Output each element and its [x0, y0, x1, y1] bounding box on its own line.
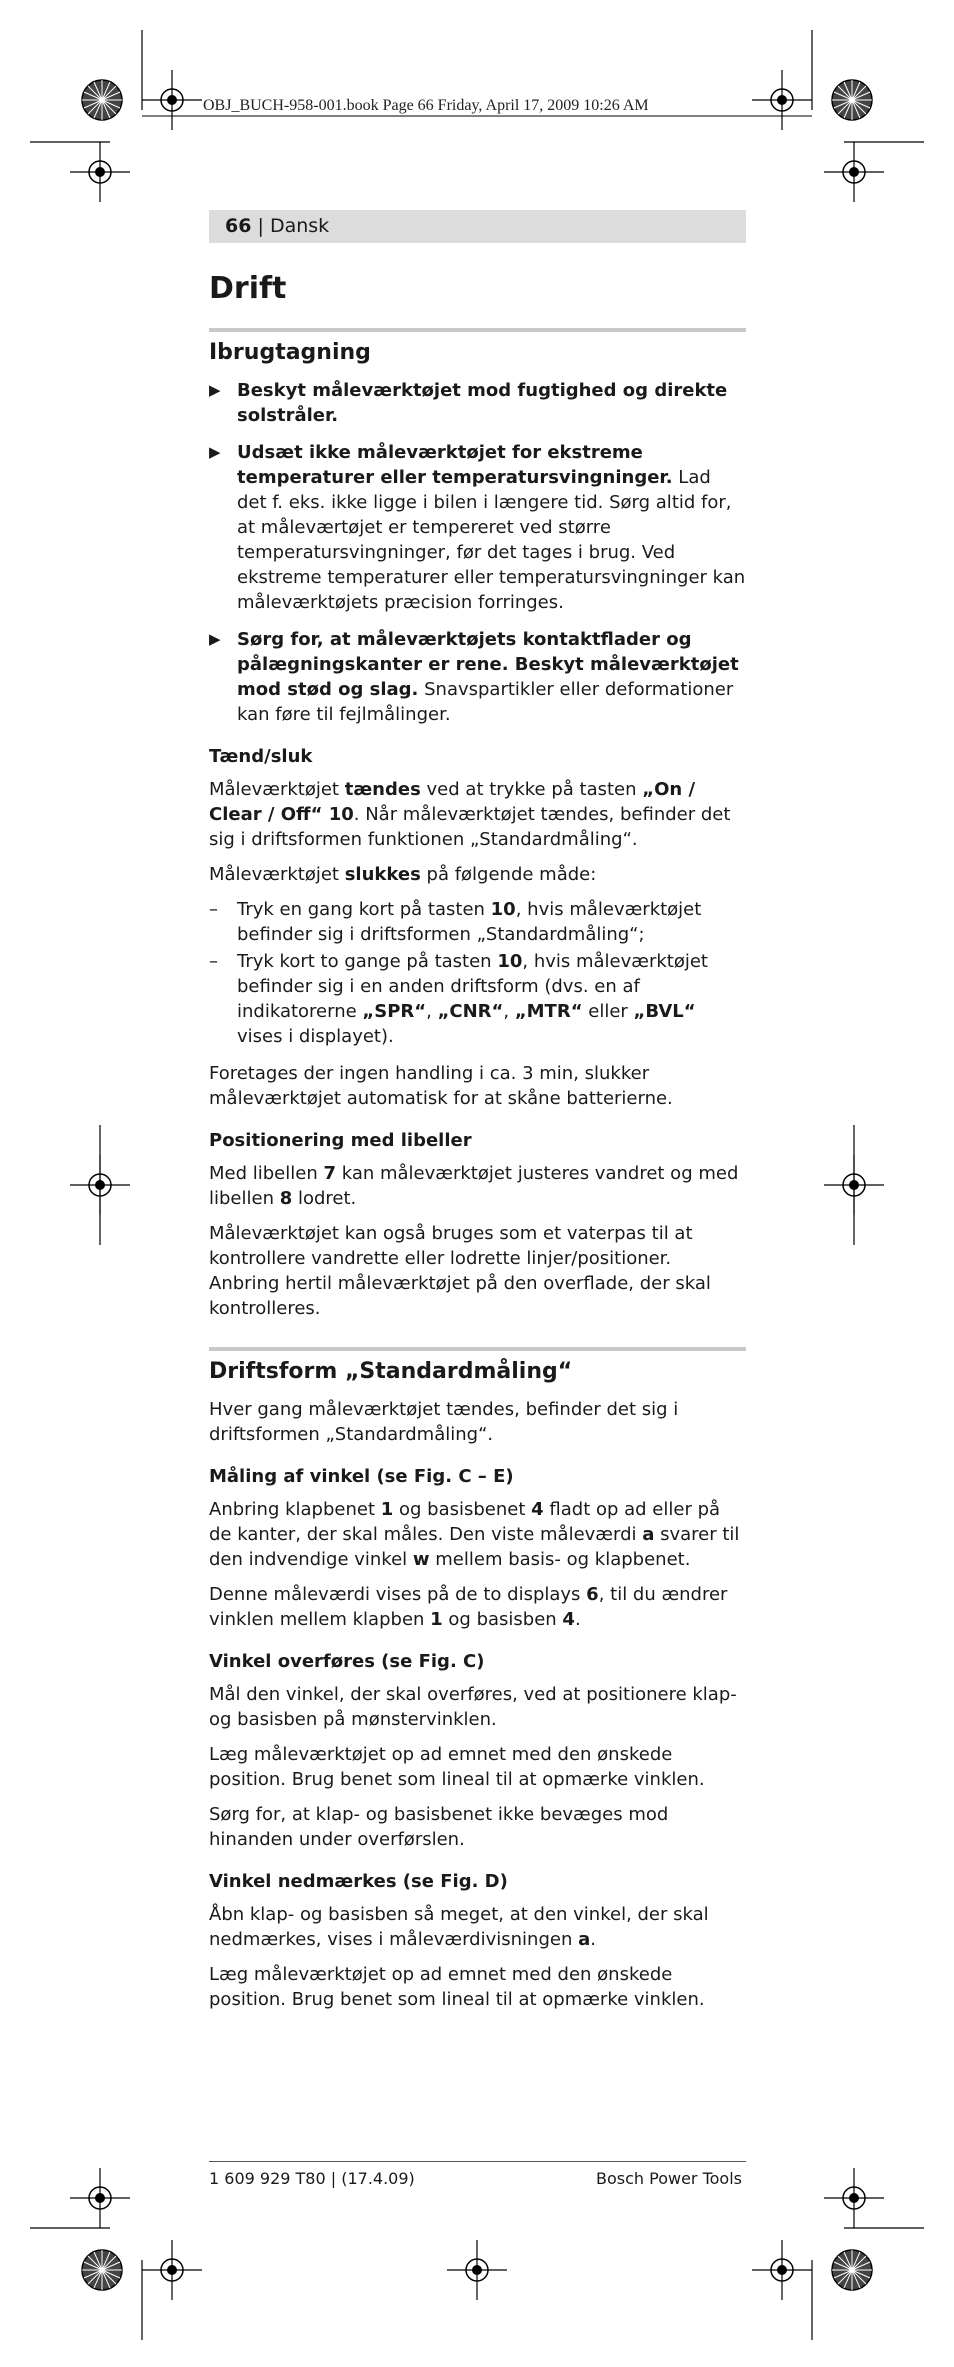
heading-on-off: Tænd/sluk [209, 746, 313, 767]
page-number: 66 [225, 215, 252, 237]
print-header: OBJ_BUCH-958-001.book Page 66 Friday, April 17, 2009 10:26 AM [203, 97, 649, 114]
paragraph: Åbn klap- og basisben så meget, at den vinkel, der skal nedmærkes, vises i måleværdivisningen a. [209, 1904, 709, 1950]
heading-angle-transfer: Vinkel overføres (se Fig. C) [209, 1651, 485, 1672]
paragraph: Måleværktøjet kan også bruges som et vaterpas til at kontrollere vandrette eller lodrette linjer/positioner. Anbring hertil måleværktøjet på den overflade, der skal kontrolleres. [209, 1223, 711, 1319]
section-rule [209, 328, 746, 332]
paragraph: Måleværktøjet tændes ved at trykke på tasten „On / Clear / Off“ 10. Når måleværktøjet tændes, befinder det sig i driftsformen funktionen „Standardmåling“. [209, 779, 731, 850]
paragraph: Anbring klapbenet 1 og basisbenet 4 fladt op ad eller på de kanter, der skal måles. Den viste måleværdi a svarer til den indvendige vinkel w mellem basis- og klapbenet. [209, 1499, 740, 1570]
subsection-title: Driftsform „Standardmåling“ [209, 1359, 573, 1384]
page-language: Dansk [269, 215, 330, 237]
section-title: Drift [209, 271, 287, 306]
footer-doc-id: 1 609 929 T80 | (17.4.09) [209, 2169, 415, 2188]
heading-angle-marking: Vinkel nedmærkes (se Fig. D) [209, 1871, 508, 1892]
dash-item: – Tryk en gang kort på tasten 10, hvis måleværktøjet befinder sig i driftsformen „Standardmåling“; [209, 899, 702, 945]
paragraph: Måleværktøjet slukkes på følgende måde: [209, 864, 597, 885]
heading-angle-measuring: Måling af vinkel (se Fig. C – E) [209, 1466, 514, 1487]
main-content [209, 270, 746, 2022]
paragraph: Foretages der ingen handling i ca. 3 min, slukker måleværktøjet automatisk for at skåne batterierne. [209, 1063, 673, 1109]
dash-item: – Tryk kort to gange på tasten 10, hvis måleværktøjet befinder sig i en anden driftsform (dvs. en af indikatorerne „SPR“, „CNR“, „MTR“ eller „BVL“ vises i displayet). [209, 951, 708, 1047]
footer-brand: Bosch Power Tools [596, 2169, 742, 2188]
triangle-bullet-icon: ▶ [209, 443, 221, 461]
triangle-bullet-icon: ▶ [209, 381, 221, 399]
safety-bullet: ▶ Sørg for, at måleværktøjets kontaktflader og pålægningskanter er rene. Beskyt måleværktøjet mod stød og slag. Snavspartikler eller deformationer kan føre til fejlmålinger. [209, 629, 739, 725]
paragraph: Med libellen 7 kan måleværktøjet justeres vandret og med libellen 8 lodret. [209, 1163, 739, 1209]
section-rule [209, 1347, 746, 1351]
paragraph: Læg måleværktøjet op ad emnet med den ønskede position. Brug benet som lineal til at opmærke vinklen. [209, 1964, 705, 2010]
subsection-title: Ibrugtagning [209, 340, 371, 365]
paragraph: Læg måleværktøjet op ad emnet med den ønskede position. Brug benet som lineal til at opmærke vinklen. [209, 1744, 705, 1790]
triangle-bullet-icon: ▶ [209, 630, 221, 648]
safety-bullet: ▶ Beskyt måleværktøjet mod fugtighed og direkte solstråler. [209, 380, 728, 426]
paragraph: Hver gang måleværktøjet tændes, befinder det sig i driftsformen „Standardmåling“. [209, 1399, 679, 1445]
paragraph: Mål den vinkel, der skal overføres, ved at positionere klap- og basisben på mønstervinklen. [209, 1684, 737, 1730]
paragraph: Denne måleværdi vises på de to displays 6, til du ændrer vinklen mellem klapben 1 og basisben 4. [209, 1584, 728, 1630]
paragraph: Sørg for, at klap- og basisbenet ikke bevæges mod hinanden under overførslen. [209, 1804, 669, 1850]
page-footer [209, 2161, 746, 2188]
heading-positioning: Positionering med libeller [209, 1130, 472, 1151]
page-header-bar: 66 | Dansk [209, 210, 746, 243]
safety-bullet: ▶ Udsæt ikke måleværktøjet for ekstreme temperaturer eller temperatursvingninger. Lad det f. eks. ikke ligge i bilen i længere tid. Sørg altid for, at måleværtøjet er tempereret ved større temperatursvingninger, før det tages i brug. Ved ekstreme temperaturer eller temperatursvingninger kan måleværktøjets præcision forringes. [209, 442, 746, 613]
